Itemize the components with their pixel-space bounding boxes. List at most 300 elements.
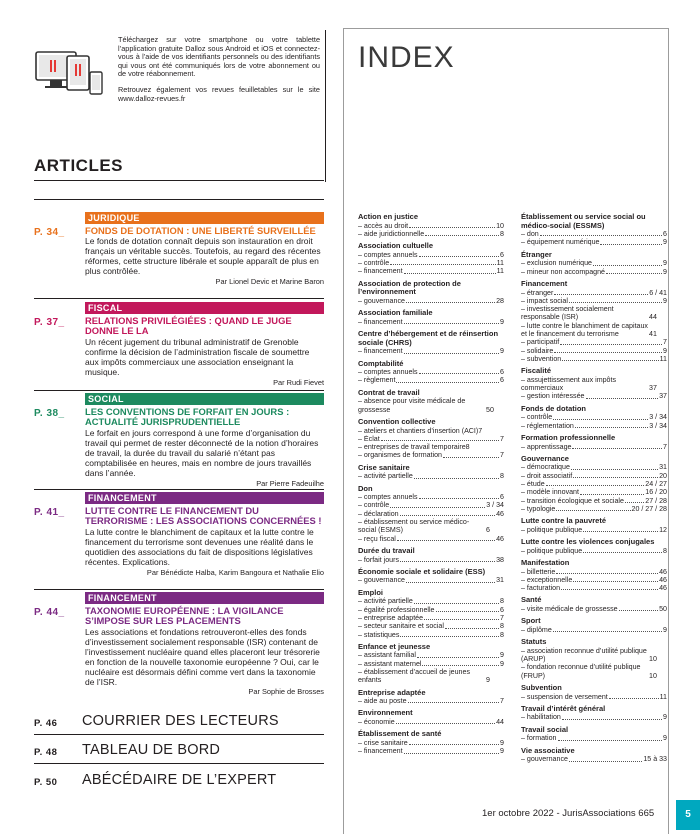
index-panel <box>343 28 669 834</box>
index-entry-label: – lutte contre le blanchiment de capitaux et le financement du terrorisme <box>521 321 648 339</box>
index-entry-page: 3 / 34 <box>649 413 667 422</box>
index-entry[interactable] <box>521 376 667 393</box>
article-headline[interactable]: LUTTE CONTRE LE FINANCEMENT DU TERRORISME : LES ASSOCIATIONS CONCERNÉES ! <box>85 505 322 527</box>
index-entry-page: 7 <box>500 434 504 443</box>
index-heading: Économie sociale et solidaire (ESS) <box>358 566 486 576</box>
leader-dots <box>404 273 496 274</box>
index-entry[interactable] <box>358 251 504 259</box>
article-headline[interactable]: TAXONOMIE EUROPÉENNE : LA VIGILANCE S’IMPOSE SUR LES PLACEMENTS <box>85 605 284 627</box>
index-column-left <box>358 213 504 760</box>
leader-dots <box>625 502 644 503</box>
index-entry[interactable] <box>358 376 504 384</box>
index-title: INDEX <box>358 41 455 74</box>
index-entry-label: – assistant maternel <box>358 659 422 668</box>
index-entry-page: 7 <box>663 442 667 451</box>
leader-dots <box>419 256 500 257</box>
leader-dots <box>381 440 499 441</box>
leader-dots <box>572 448 662 449</box>
index-entry-label: – investissement socialement responsable (ISR) <box>521 305 614 322</box>
index-entry[interactable] <box>358 230 504 238</box>
index-section <box>358 464 504 481</box>
leader-dots <box>556 573 658 574</box>
index-heading: Durée du travail <box>358 545 415 555</box>
index-entry-label: – visite médicale de grossesse <box>521 605 618 614</box>
index-entry[interactable] <box>358 747 504 755</box>
leader-dots <box>390 264 495 265</box>
index-entry-label: – impact social <box>521 296 568 305</box>
leader-dots <box>400 636 499 637</box>
index-entry-label: – habilitation <box>521 713 561 722</box>
index-entry-page: 7 <box>663 338 667 347</box>
index-heading: Formation professionnelle <box>521 432 616 442</box>
index-entry[interactable] <box>358 347 504 355</box>
index-section <box>358 360 504 385</box>
index-entry-label: – reçu fiscal <box>358 534 396 543</box>
leader-dots <box>600 244 662 245</box>
bottom-page-link[interactable] <box>34 711 324 735</box>
index-heading: Étranger <box>521 249 552 259</box>
index-entry[interactable] <box>521 463 667 471</box>
index-entry-page: 38 <box>496 555 504 564</box>
index-heading: Convention collective <box>358 416 436 426</box>
index-entry[interactable] <box>358 259 504 267</box>
index-entry[interactable] <box>358 297 504 305</box>
index-section <box>358 547 504 564</box>
index-entry-page: 9 <box>500 317 504 326</box>
index-section <box>358 389 504 414</box>
index-entry-label: – comptes annuels <box>358 493 418 502</box>
index-section <box>521 251 667 276</box>
leader-dots <box>419 498 500 499</box>
index-entry[interactable] <box>521 289 667 297</box>
index-entry-page: 46 <box>659 567 667 576</box>
index-entry-label: – activité partielle <box>358 472 413 481</box>
index-entry[interactable] <box>521 297 667 305</box>
index-section <box>358 309 504 326</box>
index-entry-label: – accès au droit <box>358 221 409 230</box>
index-entry-label: – politique publique <box>521 546 583 555</box>
index-entry-label: – contrôle <box>358 501 390 510</box>
index-entry-page: 10 <box>649 671 657 680</box>
index-entry[interactable] <box>358 651 504 659</box>
index-section <box>358 568 504 585</box>
index-heading: Lutte contre les violences conjugales <box>521 537 655 547</box>
index-entry[interactable] <box>358 493 504 501</box>
leader-dots <box>606 273 662 274</box>
index-entry[interactable] <box>521 347 667 355</box>
index-entry[interactable] <box>521 547 667 555</box>
leader-dots <box>414 603 499 604</box>
leader-dots <box>571 469 658 470</box>
bottom-page-rule <box>34 763 324 764</box>
index-section <box>358 242 504 275</box>
index-entry-label: – étude <box>521 479 545 488</box>
leader-dots <box>593 265 662 266</box>
leader-dots <box>575 427 648 428</box>
leader-dots <box>406 302 495 303</box>
index-heading: Lutte contre la pauvreté <box>521 516 607 526</box>
promo-paragraph-2: Retrouvez également vos revues feuilletables sur le site www.dalloz-revues.fr <box>118 84 320 103</box>
leader-dots <box>443 457 499 458</box>
index-entry[interactable] <box>358 267 504 275</box>
index-section <box>521 559 667 592</box>
leader-dots <box>400 515 495 516</box>
index-section <box>521 617 667 634</box>
bottom-page-title: ABÉCÉDAIRE DE L’EXPERT <box>82 772 277 788</box>
index-section <box>358 730 504 755</box>
bottom-page-ref: P. 50 <box>34 777 58 788</box>
index-entry[interactable] <box>521 605 667 613</box>
index-entry[interactable] <box>521 626 667 634</box>
index-entry[interactable] <box>358 556 504 564</box>
index-entry-label: – forfait jours <box>358 555 400 564</box>
index-section <box>358 689 504 706</box>
bottom-page-rule <box>34 734 324 735</box>
index-entry[interactable] <box>521 322 667 339</box>
index-section <box>521 684 667 701</box>
index-entry[interactable] <box>521 647 667 664</box>
index-entry[interactable] <box>358 510 504 518</box>
index-entry-label: – établissement ou service médico-social (ESMS) <box>358 518 470 535</box>
index-entry-page: 3 / 34 <box>649 421 667 430</box>
index-entry-label: – Éclat <box>358 434 380 443</box>
index-entry[interactable] <box>521 526 667 534</box>
leader-dots <box>553 419 648 420</box>
index-section <box>358 485 504 543</box>
index-entry-label: – droit associatif <box>521 471 573 480</box>
leader-dots <box>540 235 662 236</box>
index-entry-label: – facturation <box>521 584 561 593</box>
index-heading: Entreprise adaptée <box>358 687 426 697</box>
index-entry-page: 7 <box>478 426 483 435</box>
index-entry-page: 11 <box>659 354 667 363</box>
index-entry-page: 9 <box>663 713 667 722</box>
promo-text <box>118 36 320 103</box>
index-entry-label: – comptes annuels <box>358 368 418 377</box>
leader-dots <box>422 665 499 666</box>
index-entry-page: 9 <box>500 659 504 668</box>
index-entry-label: – apprentissage <box>521 442 572 451</box>
article-headline[interactable]: LES CONVENTIONS DE FORFAIT EN JOURS : ACTUALITÉ JURISPRUDENTIELLE <box>85 406 290 428</box>
index-entry[interactable] <box>521 238 667 246</box>
index-entry[interactable] <box>521 755 667 763</box>
article-divider <box>34 489 324 490</box>
index-entry[interactable] <box>358 518 504 535</box>
article-summary-text: Le fonds de dotation connaît depuis son instauration en droit français un véritable succès. Toutefois, au regard des récentes réformes, cette structure libérale et souple apparaît de plus en plus contrôlée. <box>85 236 321 276</box>
index-heading: Vie associative <box>521 745 575 755</box>
leader-dots <box>406 582 495 583</box>
index-entry[interactable] <box>521 443 667 451</box>
index-heading: Subvention <box>521 683 562 692</box>
article-summary <box>85 429 324 488</box>
index-entry-page: 20 / 27 / 28 <box>631 504 667 513</box>
leader-dots <box>553 631 662 632</box>
index-section <box>521 405 667 430</box>
leader-dots <box>390 507 485 508</box>
article-category-banner: SOCIAL <box>85 393 324 405</box>
index-heading: Contrat de travail <box>358 387 420 397</box>
index-section <box>521 455 667 513</box>
leader-dots <box>562 719 662 720</box>
index-entry[interactable] <box>358 472 504 480</box>
index-entry-page: 9 <box>663 734 667 743</box>
index-heading: Action en justice <box>358 212 419 221</box>
index-section <box>358 643 504 685</box>
leader-dots <box>404 753 499 754</box>
article-divider <box>34 390 324 391</box>
index-heading: Fiscalité <box>521 366 552 376</box>
index-entry[interactable] <box>358 576 504 584</box>
index-entry[interactable] <box>521 259 667 267</box>
index-entry-label: – participatif <box>521 338 560 347</box>
leader-dots <box>554 294 648 295</box>
index-entry-label: – billetterie <box>521 567 556 576</box>
index-entry-page: 8 <box>465 443 470 452</box>
divider-line <box>325 30 326 182</box>
leader-dots <box>580 494 644 495</box>
index-entry[interactable] <box>358 443 504 451</box>
index-entry-page: 6 <box>500 250 504 259</box>
index-entry-label: – comptes annuels <box>358 250 418 259</box>
article-headline[interactable]: RELATIONS PRIVILÉGIÉES : QUAND LE JUGE DONNE LE LA <box>85 315 292 337</box>
leader-dots <box>417 657 499 658</box>
index-entry-label: – gestion intéressée <box>521 392 585 401</box>
index-heading: Sport <box>521 616 541 626</box>
index-entry-page: 7 <box>500 697 504 706</box>
index-heading: Association familiale <box>358 308 433 318</box>
index-entry-label: – gouvernance <box>521 755 568 764</box>
index-entry[interactable] <box>521 568 667 576</box>
index-heading: Gouvernance <box>521 453 569 463</box>
index-entry[interactable] <box>521 413 667 421</box>
index-entry[interactable] <box>521 663 667 680</box>
index-entry-page: 9 <box>500 347 504 356</box>
index-heading: Crise sanitaire <box>358 462 410 472</box>
index-entry[interactable] <box>358 631 504 639</box>
leader-dots <box>583 552 662 553</box>
index-section <box>521 538 667 555</box>
index-entry[interactable] <box>521 355 667 363</box>
index-heading: Association de protection de l’environnement <box>358 278 461 297</box>
leader-dots <box>546 485 645 486</box>
index-entry-page: 10 <box>496 221 504 230</box>
leader-dots <box>556 510 630 511</box>
index-entry[interactable] <box>521 392 667 400</box>
article-summary <box>85 628 324 697</box>
leader-dots <box>424 619 499 620</box>
index-entry-label: – exclusion numérique <box>521 259 592 268</box>
article-summary <box>85 237 324 287</box>
index-entry[interactable] <box>358 668 504 685</box>
bottom-page-link[interactable] <box>34 770 324 794</box>
index-entry[interactable] <box>358 606 504 614</box>
index-entry-page: 11 <box>659 692 667 701</box>
article-author: Par Sophie de Brosses <box>248 687 324 697</box>
index-entry-label: – réglementation <box>521 421 574 430</box>
index-entry-page: 12 <box>659 525 667 534</box>
index-entry-page: 46 <box>659 584 667 593</box>
index-entry-page: 7 <box>500 451 504 460</box>
index-entry[interactable] <box>521 305 667 322</box>
index-entry-page: 9 <box>663 296 667 305</box>
index-entry[interactable] <box>358 535 504 543</box>
index-section <box>521 367 667 400</box>
index-entry-label: – égalité professionnelle <box>358 605 435 614</box>
index-heading: Manifestation <box>521 557 570 567</box>
index-entry[interactable] <box>358 739 504 747</box>
index-section <box>358 213 504 238</box>
index-entry-label: – financement <box>358 747 403 756</box>
index-entry-label: – typologie <box>521 504 556 513</box>
index-heading: Comptabilité <box>358 358 404 368</box>
index-entry-page: 11 <box>496 259 504 268</box>
index-entry-page: 16 / 20 <box>645 488 667 497</box>
leader-dots <box>425 235 499 236</box>
index-entry-label: – gouvernance <box>358 576 405 585</box>
index-heading: Statuts <box>521 637 547 647</box>
leader-dots <box>619 610 659 611</box>
index-entry[interactable] <box>358 718 504 726</box>
index-entry-page: 46 <box>496 534 504 543</box>
index-entry-page: 8 <box>663 546 667 555</box>
index-entry-page: 46 <box>659 575 667 584</box>
index-entry[interactable] <box>521 713 667 721</box>
index-entry[interactable] <box>358 597 504 605</box>
index-entry-page: 9 <box>663 625 667 634</box>
leader-dots <box>569 302 662 303</box>
index-entry[interactable] <box>358 427 504 435</box>
index-entry-label: – assistant familial <box>358 651 416 660</box>
leader-dots <box>419 373 500 374</box>
index-section <box>521 434 667 451</box>
articles-title: ARTICLES <box>34 156 123 175</box>
index-entry[interactable] <box>521 422 667 430</box>
index-entry-label: – association reconnue d’utilité publique (ARUP) <box>521 646 647 664</box>
index-entry[interactable] <box>521 584 667 592</box>
index-entry[interactable] <box>521 230 667 238</box>
index-entry[interactable] <box>358 660 504 668</box>
index-entry[interactable] <box>358 318 504 326</box>
article-headline[interactable]: FONDS DE DOTATION : UNE LIBERTÉ SURVEILLÉE <box>85 225 316 236</box>
index-entry[interactable] <box>521 505 667 513</box>
index-heading: Centre d’hébergement et de réinsertion sociale (CHRS) <box>358 329 499 347</box>
index-entry[interactable] <box>358 697 504 705</box>
index-entry[interactable] <box>521 472 667 480</box>
footer-issue: 1er octobre 2022 - JurisAssociations 665 <box>482 808 655 819</box>
leader-dots <box>396 382 499 383</box>
leader-dots <box>560 344 662 345</box>
leader-dots <box>436 611 500 612</box>
index-section <box>358 589 504 639</box>
index-entry-label: – déclaration <box>358 509 399 518</box>
index-entry[interactable] <box>358 451 504 459</box>
index-entry-page: 28 <box>496 296 504 305</box>
leader-dots <box>554 352 662 353</box>
index-entry-page: 6 <box>500 605 504 614</box>
index-entry-page: 24 / 27 <box>645 479 667 488</box>
leader-dots <box>408 702 500 703</box>
index-entry[interactable] <box>358 622 504 630</box>
bottom-page-ref: P. 48 <box>34 747 58 758</box>
leader-dots <box>409 744 499 745</box>
index-entry-label: – démocratique <box>521 463 570 472</box>
index-entry[interactable] <box>358 435 504 443</box>
article-divider <box>34 298 324 299</box>
index-entry[interactable] <box>521 488 667 496</box>
index-entry-label: – absence pour visite médicale de grossesse <box>358 397 466 414</box>
index-heading: Travail d’intérêt général <box>521 703 606 713</box>
article-category-banner: FINANCEMENT <box>85 592 324 604</box>
bottom-page-link[interactable] <box>34 740 324 764</box>
app-promo <box>34 36 320 122</box>
index-section <box>521 517 667 534</box>
index-entry[interactable] <box>358 501 504 509</box>
index-entry-page: 6 / 41 <box>649 288 667 297</box>
index-heading: Santé <box>521 595 542 605</box>
bottom-page-title: TABLEAU DE BORD <box>82 742 221 758</box>
index-entry-page: 6 <box>500 376 504 385</box>
index-entry[interactable] <box>358 368 504 376</box>
promo-paragraph-1: Téléchargez sur votre smartphone ou votre tablette l’application gratuite Dalloz sous Android et iOS et connectez-vous à l’aide de vos identifiants personnels ou des identifiants qui vous ont été communiqués lors de votre abonnement ou de votre réabonnement. <box>118 35 320 79</box>
leader-dots <box>396 723 495 724</box>
index-entry[interactable] <box>521 576 667 584</box>
index-entry[interactable] <box>521 480 667 488</box>
index-entry[interactable] <box>521 693 667 701</box>
index-entry-page: 46 <box>496 509 504 518</box>
index-entry-label: – contrôle <box>358 259 390 268</box>
index-section <box>358 330 504 355</box>
article-author: Par Pierre Fadeuilhe <box>256 478 324 488</box>
page-number: 5 <box>676 800 700 830</box>
index-entry-label: – crise sanitaire <box>358 738 408 747</box>
index-entry-label: – secteur sanitaire et social <box>358 622 444 631</box>
article-category-banner: FINANCEMENT <box>85 492 324 504</box>
leader-dots <box>609 698 659 699</box>
index-entry-label: – formation <box>521 734 557 743</box>
index-entry-page: 6 <box>500 368 504 377</box>
index-entry-label: – aide juridictionnelle <box>358 229 425 238</box>
index-entry[interactable] <box>521 734 667 742</box>
article-author: Par Bénédicte Halba, Karim Bangoura et Nathalie Elio <box>146 567 324 577</box>
index-entry-label: – fondation reconnue d’utilité publique (FRUP) <box>521 663 641 680</box>
index-entry[interactable] <box>521 497 667 505</box>
index-entry-page: 9 <box>500 747 504 756</box>
index-entry-page: 8 <box>500 229 504 238</box>
index-entry[interactable] <box>521 338 667 346</box>
index-entry-page: 9 <box>663 259 667 268</box>
bottom-page-ref: P. 46 <box>34 718 58 729</box>
index-entry-page: 8 <box>500 622 504 631</box>
index-entry[interactable] <box>358 222 504 230</box>
index-entry[interactable] <box>521 268 667 276</box>
index-entry-page: 50 <box>659 605 667 614</box>
index-entry-label: – assujettissement aux impôts commerciaux <box>521 375 617 393</box>
leader-dots <box>558 740 663 741</box>
index-entry[interactable] <box>358 397 504 414</box>
index-entry-label: – financement <box>358 317 403 326</box>
article-summary-text: Les associations et fondations retrouveront-elles des fonds d’investissement socialement responsable (ISR) contenant de l’investissement nucléaire quand elles placeront leur trésorerie en fonction de la nouvelle taxonomie européenne ? Oui, car le nucléaire est désormais défini comme vert dans la taxonomie de l’ISR. <box>85 627 320 687</box>
article-page-ref: P. 38_ <box>34 408 65 419</box>
index-entry-label: – suspension de versement <box>521 692 608 701</box>
leader-dots <box>397 540 495 541</box>
leader-dots <box>586 398 659 399</box>
index-entry-page: 31 <box>659 463 667 472</box>
index-entry-label: – subvention <box>521 354 562 363</box>
index-entry-page: 10 <box>649 655 657 664</box>
index-heading: Travail social <box>521 724 569 734</box>
index-entry-label: – transition écologique et sociale <box>521 496 624 505</box>
index-entry[interactable] <box>358 614 504 622</box>
